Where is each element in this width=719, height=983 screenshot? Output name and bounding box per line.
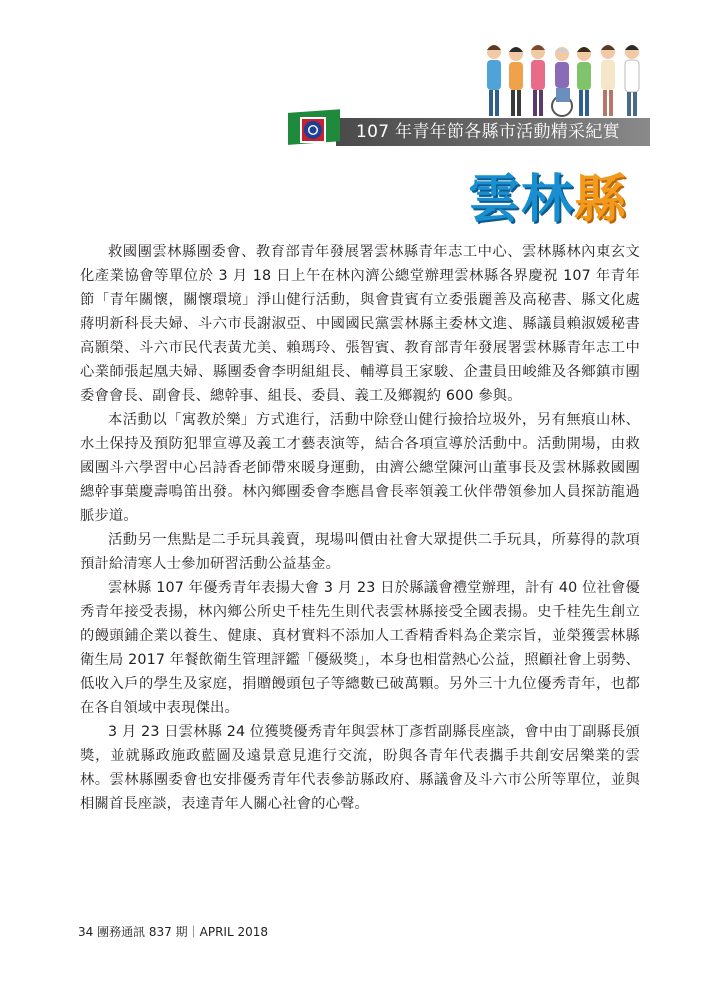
article-paragraph: 3 月 23 日雲林縣 24 位獲獎優秀青年與雲林丁彥哲副縣長座談，會中由丁副縣長頒獎，並就縣政施政藍圖及遠景意見進行交流，盼與各青年代表攜手共創安居樂業的雲林。雲林縣團委會也安排優秀青年代表參訪縣政府、縣議會及斗六市公所等單位，並與相關首長座談，表達青年人關心社會的心聲。	[80, 724, 640, 812]
page-footer: 34 團務通訊 837 期｜APRIL 2018	[78, 925, 268, 939]
article-body	[80, 240, 640, 816]
people-illustration-icon	[480, 40, 650, 122]
county-title	[468, 170, 627, 230]
article-paragraph: 本活動以「寓教於樂」方式進行，活動中除登山健行撿拾垃圾外，另有無痕山林、水土保持及預防犯罪宣導及義工才藝表演等，結合各項宣導於活動中。活動開場，由救國團斗六學習中心呂詩香老師帶來暖身運動，由濟公總堂陳河山董事長及雲林縣救國團總幹事葉慶壽鳴笛出發。林內鄉團委會李應昌會長率領義工伙伴帶領參加人員探訪龍過脈步道。	[80, 412, 640, 524]
article-paragraph: 雲林縣 107 年優秀青年表揚大會 3 月 23 日於縣議會禮堂辦理，計有 40 位社會優秀青年接受表揚，林內鄉公所史千桂先生則代表雲林縣接受全國表揚。史千桂先生創立的饅頭鋪企業以養生、健康、真材實料不添加人工香精香料為企業宗旨，並榮獲雲林縣衛生局 2017 年餐飲衛生管理評鑑「優級獎」，本身也相當熱心公益，照顧社會上弱勢、低收入戶的學生及家庭，捐贈饅頭包子等總數已破萬顆。另外三十九位優秀青年，也都在各自領域中表現傑出。	[80, 580, 640, 716]
article-paragraph: 活動另一焦點是二手玩具義賣，現場叫價由社會大眾提供二手玩具，所募得的款項預計給清寒人士參加研習活動公益基金。	[80, 532, 640, 572]
article-paragraph: 救國團雲林縣團委會、教育部青年發展署雲林縣青年志工中心、雲林縣林內東玄文化產業協會等單位於 3 月 18 日上午在林內濟公總堂辦理雲林縣各界慶祝 107 年青年節「青年關懷，關懷環境」淨山健行活動，與會貴賓有立委張麗善及高秘書、縣文化處蔣明新科長夫婦、斗六市長謝淑亞、中國國民黨雲林縣主委林文進、縣議員賴淑媛秘書高顥榮、斗六市民代表黃尤美、賴瑪玲、張智賓、教育部青年發展署雲林縣青年志工中心業師張起凰夫婦、縣團委會李明組組長、輔導員王家駿、企畫員田峻維及各鄉鎮市團委會會長、副會長、總幹事、組長、委員、義工及鄉親約 600 參與。	[80, 244, 640, 404]
county-title-part1: 雲林	[468, 170, 575, 230]
banner-title: 107 年青年節各縣市活動精采紀實	[356, 122, 620, 142]
flag-icon	[286, 109, 342, 149]
county-title-part2: 縣	[574, 170, 628, 230]
